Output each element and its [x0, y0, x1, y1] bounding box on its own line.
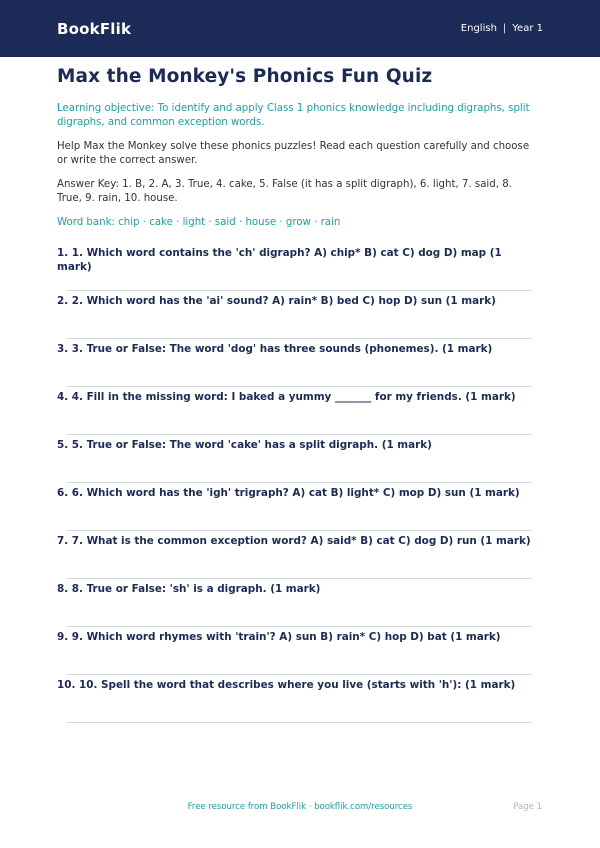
page-title: Max the Monkey's Phonics Fun Quiz	[57, 66, 433, 87]
answer-line[interactable]	[67, 290, 531, 291]
page-number: Page 1	[513, 802, 542, 812]
question-item	[57, 438, 535, 486]
worksheet-content	[57, 66, 535, 726]
question-item	[57, 582, 535, 630]
answer-line[interactable]	[67, 674, 531, 675]
question-text: 2. 2. Which word has the 'ai' sound? A) rain* B) bed C) hop D) sun (1 mark)	[57, 295, 496, 307]
question-text: 7. 7. What is the common exception word? A) said* B) cat C) dog D) run (1 mark)	[57, 535, 531, 547]
learning-objective: Learning objective: To identify and apply Class 1 phonics knowledge including digraphs, split digraphs, and common exception words.	[57, 103, 530, 128]
question-text: 8. 8. True or False: 'sh' is a digraph. (1 mark)	[57, 583, 321, 595]
answer-line[interactable]	[67, 338, 531, 339]
page-footer	[0, 800, 600, 816]
question-item	[57, 246, 535, 294]
question-item	[57, 390, 535, 438]
answer-line[interactable]	[67, 386, 531, 387]
question-item	[57, 678, 535, 726]
question-item	[57, 294, 535, 342]
question-text: 10. 10. Spell the word that describes where you live (starts with 'h'): (1 mark)	[57, 679, 516, 691]
question-text: 4. 4. Fill in the missing word: I baked a yummy _______ for my friends. (1 mark)	[57, 391, 516, 403]
page-header	[0, 0, 600, 57]
question-item	[57, 630, 535, 678]
footer-credit-link[interactable]: Free resource from BookFlik · bookflik.com/resources	[187, 802, 413, 812]
question-item	[57, 534, 535, 582]
question-text: 1. 1. Which word contains the 'ch' digraph? A) chip* B) cat C) dog D) map (1 mark)	[57, 247, 502, 273]
question-text: 3. 3. True or False: The word 'dog' has three sounds (phonemes). (1 mark)	[57, 343, 493, 355]
question-item	[57, 486, 535, 534]
question-text: 6. 6. Which word has the 'igh' trigraph? A) cat B) light* C) mop D) sun (1 mark)	[57, 487, 520, 499]
question-item	[57, 342, 535, 390]
answer-line[interactable]	[67, 530, 531, 531]
subject-label: English	[460, 23, 497, 34]
answer-line[interactable]	[67, 482, 531, 483]
intro-text: Help Max the Monkey solve these phonics puzzles! Read each question carefully and choose or write the correct answer.	[57, 141, 530, 166]
answer-line[interactable]	[67, 722, 531, 723]
question-text: 9. 9. Which word rhymes with 'train'? A) sun B) rain* C) hop D) bat (1 mark)	[57, 631, 501, 643]
header-meta	[461, 23, 543, 34]
year-label: Year 1	[512, 23, 543, 34]
question-text: 5. 5. True or False: The word 'cake' has a split digraph. (1 mark)	[57, 439, 432, 451]
header-separator: |	[502, 23, 507, 34]
answer-line[interactable]	[67, 578, 531, 579]
answer-line[interactable]	[67, 626, 531, 627]
answer-line[interactable]	[67, 434, 531, 435]
question-list	[57, 246, 535, 726]
word-bank: Word bank: chip · cake · light · said · house · grow · rain	[57, 217, 341, 228]
brand-logo[interactable]: BookFlik	[57, 19, 132, 38]
answer-key: Answer Key: 1. B, 2. A, 3. True, 4. cake, 5. False (it has a split digraph), 6. light, 7. said, 8. True, 9. rain, 10. house.	[57, 179, 512, 204]
